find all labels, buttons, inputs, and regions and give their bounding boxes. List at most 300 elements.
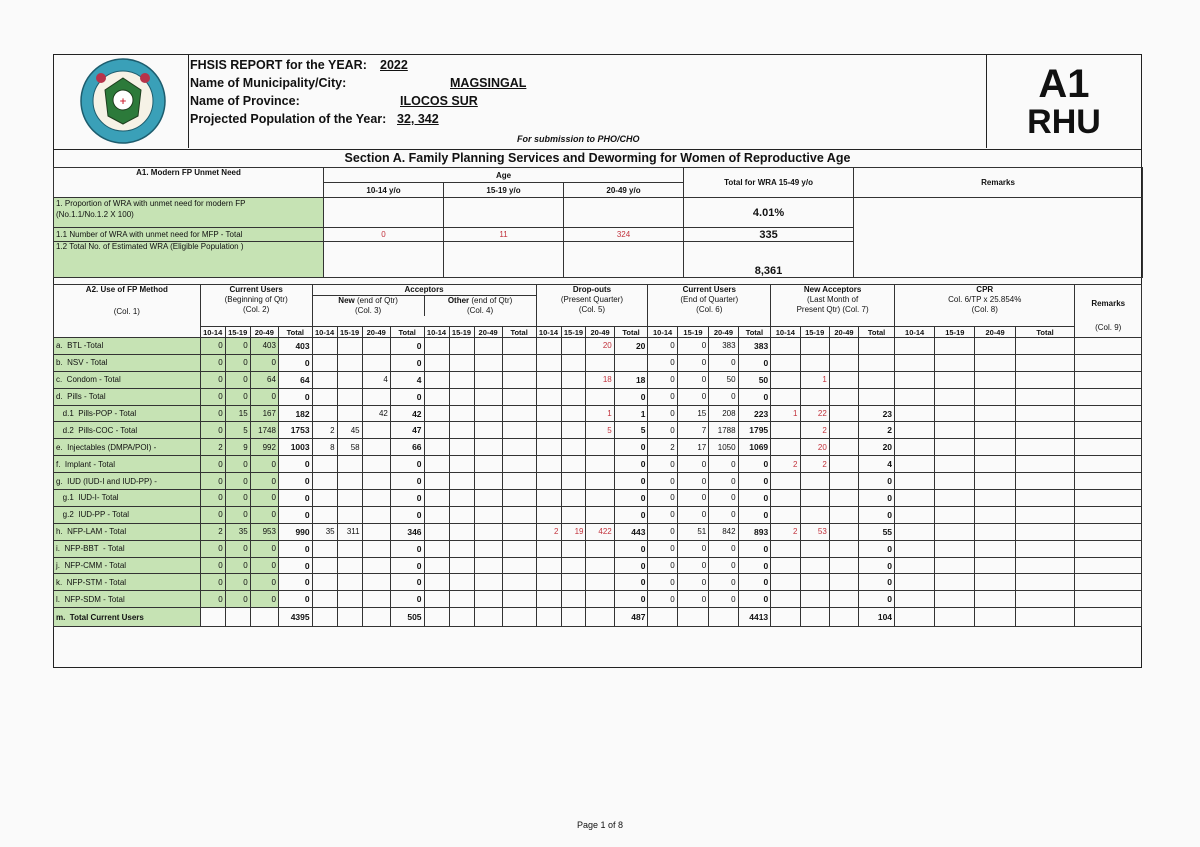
fp-cell-nw xyxy=(337,473,362,490)
fp-method-table xyxy=(53,284,1142,627)
fp-cell-na xyxy=(800,608,829,627)
unmet-row-label: 1.1 Number of WRA with unmet need for MFP - Total xyxy=(54,228,324,242)
fp-cell-ce: 0 xyxy=(709,557,738,574)
fp-cell-na xyxy=(829,422,858,439)
report-header xyxy=(53,54,1142,150)
fp-cell-dr: 0 xyxy=(614,439,648,456)
fp-cell-cpr xyxy=(895,490,935,507)
fp-cell-ot xyxy=(502,439,536,456)
fp-cell-nw: 0 xyxy=(390,591,424,608)
fp-cell-dr xyxy=(536,371,561,388)
fp-cell-dr xyxy=(561,354,586,371)
fp-cell-na xyxy=(829,405,858,422)
fp-cell-na xyxy=(829,473,858,490)
fp-cell-cpr xyxy=(1015,371,1075,388)
age-subheader: 10-14 xyxy=(771,327,800,338)
fp-cell-ce: 0 xyxy=(677,371,709,388)
unmet-cell: 11 xyxy=(444,228,564,242)
age-subheader: Total xyxy=(390,327,424,338)
fp-cell-na: 0 xyxy=(859,557,895,574)
fp-cell-cu: 0 xyxy=(200,388,225,405)
fp-cell-cpr xyxy=(935,338,975,355)
fp-cell-na xyxy=(800,557,829,574)
fp-cell-cpr xyxy=(895,456,935,473)
fp-cell-cu: 0 xyxy=(278,473,312,490)
fp-cell-dr xyxy=(561,473,586,490)
form-unit: RHU xyxy=(1027,103,1101,141)
age-subheader: Total xyxy=(1015,327,1075,338)
fp-cell-ce: 0 xyxy=(677,490,709,507)
fp-cell-cpr xyxy=(1015,540,1075,557)
col8-label: (Col. 8) xyxy=(971,305,998,314)
fp-cell-ot xyxy=(474,439,502,456)
fp-cell-na: 53 xyxy=(800,523,829,540)
age-subheader: 15-19 xyxy=(800,327,829,338)
fp-cell-na xyxy=(771,338,800,355)
fp-cell-nw: 66 xyxy=(390,439,424,456)
fp-cell-dr xyxy=(561,506,586,523)
fp-cell-ot xyxy=(449,439,474,456)
fp-cell-nw xyxy=(362,439,390,456)
fp-cell-cu: 0 xyxy=(200,354,225,371)
age-col-10-14: 10-14 y/o xyxy=(324,183,444,198)
col4-label: (Col. 4) xyxy=(466,306,494,315)
fp-cell-cu xyxy=(200,608,225,627)
fp-cell-ot xyxy=(449,388,474,405)
fp-cell-cu: 0 xyxy=(225,473,250,490)
fp-cell-nw xyxy=(362,422,390,439)
fp-cell-cpr xyxy=(975,456,1015,473)
fp-cell-cu: 0 xyxy=(250,506,278,523)
fp-cell-na xyxy=(771,608,800,627)
fp-row-label: g.1 IUD-I- Total xyxy=(54,490,201,507)
page-footer: Page 1 of 8 xyxy=(576,820,624,830)
fp-cell-dr xyxy=(536,338,561,355)
fp-cell-cu: 0 xyxy=(200,456,225,473)
unmet-need-table xyxy=(53,167,1143,278)
fp-cell-cu: 0 xyxy=(250,574,278,591)
fp-cell-dr: 0 xyxy=(614,506,648,523)
fp-cell-nw xyxy=(312,473,337,490)
fp-cell-ot xyxy=(502,523,536,540)
fp-cell-cpr xyxy=(975,540,1015,557)
fp-cell-cu: 0 xyxy=(225,371,250,388)
new-acceptors-header xyxy=(313,296,425,316)
age-subheader: Total xyxy=(278,327,312,338)
fp-cell-na: 20 xyxy=(800,439,829,456)
fp-row-label: l. NFP-SDM - Total xyxy=(54,591,201,608)
fp-cell-cpr xyxy=(935,608,975,627)
fp-cell-nw xyxy=(362,523,390,540)
fp-cell-ce: 383 xyxy=(709,338,738,355)
fp-cell-ce: 0 xyxy=(677,338,709,355)
fp-cell-ot xyxy=(424,523,449,540)
fp-cell-na xyxy=(800,540,829,557)
fp-cell-nw xyxy=(337,371,362,388)
fp-cell-dr xyxy=(586,591,614,608)
fp-row-label: c. Condom - Total xyxy=(54,371,201,388)
fp-cell-ot xyxy=(502,473,536,490)
fp-cell-cu xyxy=(250,608,278,627)
fp-cell-na: 104 xyxy=(859,608,895,627)
fp-cell-na: 2 xyxy=(771,523,800,540)
fp-cell-na: 0 xyxy=(859,591,895,608)
dropouts-header xyxy=(536,285,648,327)
fp-cell-ce: 0 xyxy=(677,540,709,557)
fp-cell-dr xyxy=(561,540,586,557)
fp-cell-cpr xyxy=(935,456,975,473)
fp-cell-na xyxy=(771,371,800,388)
other-acceptors-header xyxy=(425,296,536,316)
fp-cell-ot xyxy=(474,354,502,371)
fp-cell-dr xyxy=(561,574,586,591)
fp-cell-dr: 0 xyxy=(614,456,648,473)
fp-cell-ot xyxy=(449,490,474,507)
fp-cell-cpr xyxy=(1015,354,1075,371)
fp-cell-cu: 0 xyxy=(225,591,250,608)
fp-cell-cpr xyxy=(1015,506,1075,523)
fp-cell-na: 22 xyxy=(800,405,829,422)
fp-cell-ce: 0 xyxy=(648,574,677,591)
fp-cell-na: 1 xyxy=(771,405,800,422)
fp-cell-ot xyxy=(424,405,449,422)
current-users-title: Current Users xyxy=(229,285,283,294)
fp-cell-ce: 7 xyxy=(677,422,709,439)
fp-cell-ot xyxy=(502,506,536,523)
fp-cell-cu: 0 xyxy=(225,354,250,371)
fp-cell-na xyxy=(800,338,829,355)
fp-cell-cu: 0 xyxy=(200,557,225,574)
fp-row xyxy=(54,574,1142,591)
fp-cell-ce: 0 xyxy=(738,473,771,490)
fp-cell-nw xyxy=(337,574,362,591)
form-code: A1 xyxy=(1038,62,1090,106)
fp-cell-ce: 1788 xyxy=(709,422,738,439)
fp-cell-ot xyxy=(449,523,474,540)
fp-cell-na xyxy=(800,574,829,591)
fp-cell-nw: 47 xyxy=(390,422,424,439)
fp-row-label: b. NSV - Total xyxy=(54,354,201,371)
fp-cell-cu: 0 xyxy=(225,388,250,405)
fp-cell-dr xyxy=(586,557,614,574)
fp-cell-na xyxy=(829,557,858,574)
fp-cell-nw xyxy=(337,506,362,523)
fp-cell-nw xyxy=(362,540,390,557)
age-col-20-49: 20-49 y/o xyxy=(564,183,684,198)
fp-cell-dr xyxy=(561,439,586,456)
fp-cell-remarks xyxy=(1075,574,1142,591)
fp-cell-dr: 0 xyxy=(614,540,648,557)
fp-cell-nw xyxy=(337,608,362,627)
fp-cell-ce: 0 xyxy=(677,506,709,523)
fp-cell-na xyxy=(771,388,800,405)
fp-cell-dr: 20 xyxy=(614,338,648,355)
age-subheader: 20-49 xyxy=(362,327,390,338)
fp-cell-ce: 0 xyxy=(677,557,709,574)
age-header: Age xyxy=(324,168,684,183)
fp-cell-ot xyxy=(474,557,502,574)
age-subheader: Total xyxy=(502,327,536,338)
age-subheader: 20-49 xyxy=(586,327,614,338)
fp-cell-na: 20 xyxy=(859,439,895,456)
fp-cell-dr xyxy=(586,540,614,557)
unmet-cell xyxy=(324,198,444,228)
fp-cell-ot xyxy=(502,422,536,439)
fp-row-label: a. BTL -Total xyxy=(54,338,201,355)
fp-cell-cpr xyxy=(895,354,935,371)
fp-cell-ce xyxy=(677,608,709,627)
fp-cell-na xyxy=(829,540,858,557)
fp-cell-ce: 0 xyxy=(648,591,677,608)
age-col-15-19: 15-19 y/o xyxy=(444,183,564,198)
fp-cell-ot xyxy=(449,540,474,557)
fp-cell-cu: 0 xyxy=(200,371,225,388)
fp-cell-ce: 0 xyxy=(648,506,677,523)
fp-cell-na xyxy=(829,456,858,473)
fp-cell-ce: 842 xyxy=(709,523,738,540)
fp-cell-nw xyxy=(337,456,362,473)
fp-cell-ce xyxy=(648,608,677,627)
fp-cell-ce: 0 xyxy=(738,490,771,507)
fp-cell-cpr xyxy=(1015,388,1075,405)
other-sub: (end of Qtr) xyxy=(471,296,513,305)
fp-cell-remarks xyxy=(1075,405,1142,422)
fp-cell-dr xyxy=(561,338,586,355)
fp-cell-ce: 0 xyxy=(648,523,677,540)
fp-cell-cpr xyxy=(935,439,975,456)
fp-cell-ce: 0 xyxy=(738,354,771,371)
current-users-end-sub: (End of Quarter) xyxy=(680,295,739,304)
fp-cell-na xyxy=(829,608,858,627)
fp-cell-dr: 2 xyxy=(536,523,561,540)
fp-cell-dr xyxy=(561,405,586,422)
fp-cell-na xyxy=(771,422,800,439)
fp-cell-cpr xyxy=(975,608,1015,627)
fp-cell-na xyxy=(829,506,858,523)
fp-row xyxy=(54,608,1142,627)
province-label: Name of Province: xyxy=(190,94,300,108)
fp-cell-cu: 0 xyxy=(250,473,278,490)
fp-cell-remarks xyxy=(1075,506,1142,523)
fp-cell-cpr xyxy=(1015,523,1075,540)
fp-cell-nw xyxy=(337,557,362,574)
fp-cell-nw xyxy=(312,354,337,371)
age-subheader: Total xyxy=(738,327,771,338)
age-subheader: 20-49 xyxy=(709,327,738,338)
fp-cell-cpr xyxy=(1015,557,1075,574)
acceptors-title: Acceptors xyxy=(313,285,536,296)
fp-cell-ot xyxy=(502,371,536,388)
fp-cell-na: 0 xyxy=(859,540,895,557)
fp-cell-ce: 0 xyxy=(709,490,738,507)
fp-cell-dr: 0 xyxy=(614,473,648,490)
fp-cell-ot xyxy=(449,422,474,439)
fp-cell-na xyxy=(771,354,800,371)
fp-cell-ce: 0 xyxy=(677,574,709,591)
age-subheader: 15-19 xyxy=(561,327,586,338)
fp-cell-cu: 0 xyxy=(278,388,312,405)
fp-cell-ce: 0 xyxy=(709,591,738,608)
fp-cell-na xyxy=(859,338,895,355)
fp-cell-dr xyxy=(586,574,614,591)
fp-cell-remarks xyxy=(1075,439,1142,456)
unmet-cell xyxy=(444,242,564,278)
svg-text:+: + xyxy=(119,97,127,107)
fp-cell-cpr xyxy=(1015,456,1075,473)
fp-cell-ce: 0 xyxy=(677,388,709,405)
fp-cell-cu: 403 xyxy=(278,338,312,355)
fp-cell-ot xyxy=(502,388,536,405)
unmet-number-total: 335 xyxy=(684,228,854,242)
fp-cell-remarks xyxy=(1075,540,1142,557)
fp-cell-cu: 0 xyxy=(278,354,312,371)
fp-cell-nw xyxy=(312,557,337,574)
fp-cell-nw: 2 xyxy=(312,422,337,439)
fp-cell-cu: 0 xyxy=(200,574,225,591)
fp-cell-ot xyxy=(424,388,449,405)
fp-cell-cpr xyxy=(935,422,975,439)
fp-cell-cu: 0 xyxy=(250,354,278,371)
fp-cell-nw: 0 xyxy=(390,506,424,523)
fp-row xyxy=(54,338,1142,355)
fp-cell-nw xyxy=(337,354,362,371)
fp-cell-na: 55 xyxy=(859,523,895,540)
fp-method-title: A2. Use of FP Method xyxy=(85,285,168,294)
fp-cell-cu: 2 xyxy=(200,523,225,540)
unmet-remarks-cell xyxy=(854,198,1143,278)
fp-cell-ce: 0 xyxy=(709,473,738,490)
fp-cell-cu: 15 xyxy=(225,405,250,422)
fp-row xyxy=(54,557,1142,574)
fp-cell-remarks xyxy=(1075,388,1142,405)
fp-cell-ot xyxy=(449,371,474,388)
fp-cell-ce: 0 xyxy=(709,388,738,405)
fp-cell-ce: 1069 xyxy=(738,439,771,456)
fp-cell-dr xyxy=(536,591,561,608)
fp-cell-cpr xyxy=(935,506,975,523)
age-subheader: 15-19 xyxy=(225,327,250,338)
fp-cell-ot xyxy=(474,540,502,557)
fp-cell-cu: 0 xyxy=(250,540,278,557)
fp-cell-nw xyxy=(362,354,390,371)
fp-cell-nw: 311 xyxy=(337,523,362,540)
fp-cell-cpr xyxy=(935,490,975,507)
fp-cell-nw: 0 xyxy=(390,557,424,574)
fp-cell-ce: 208 xyxy=(709,405,738,422)
fp-cell-dr xyxy=(561,591,586,608)
fp-cell-ce: 51 xyxy=(677,523,709,540)
fp-cell-cpr xyxy=(935,405,975,422)
fp-cell-dr: 0 xyxy=(614,591,648,608)
fp-cell-ce: 383 xyxy=(738,338,771,355)
fp-cell-cpr xyxy=(935,371,975,388)
fp-cell-cpr xyxy=(975,439,1015,456)
fp-cell-ce: 1795 xyxy=(738,422,771,439)
fp-cell-nw: 346 xyxy=(390,523,424,540)
fp-cell-ot xyxy=(424,540,449,557)
fp-cell-ot xyxy=(424,371,449,388)
fp-cell-remarks xyxy=(1075,371,1142,388)
fp-cell-dr xyxy=(586,490,614,507)
age-subheader: 10-14 xyxy=(312,327,337,338)
age-subheader: 20-49 xyxy=(829,327,858,338)
dropouts-sub: (Present Quarter) xyxy=(560,295,624,304)
fp-cell-ot xyxy=(502,354,536,371)
fp-cell-ot xyxy=(502,490,536,507)
report-year-label: FHSIS REPORT for the YEAR: xyxy=(190,58,367,72)
fp-cell-ce: 0 xyxy=(648,490,677,507)
age-subheader: 20-49 xyxy=(250,327,278,338)
fp-cell-cpr xyxy=(975,506,1015,523)
fp-cell-dr: 0 xyxy=(614,388,648,405)
unmet-cell xyxy=(564,242,684,278)
fp-cell-ot xyxy=(449,608,474,627)
fp-cell-cpr xyxy=(1015,608,1075,627)
fp-cell-cu: 64 xyxy=(250,371,278,388)
fp-cell-cu: 992 xyxy=(250,439,278,456)
fp-cell-cu: 0 xyxy=(200,490,225,507)
fp-cell-ot xyxy=(449,354,474,371)
fp-cell-na: 23 xyxy=(859,405,895,422)
age-subheader: Total xyxy=(614,327,648,338)
fp-cell-ce: 0 xyxy=(648,338,677,355)
fp-cell-na xyxy=(771,490,800,507)
fp-cell-cu: 0 xyxy=(200,422,225,439)
fp-cell-na: 2 xyxy=(771,456,800,473)
fp-row-label: e. Injectables (DMPA/POI) - xyxy=(54,439,201,456)
new-acceptors-header xyxy=(771,285,895,327)
fp-cell-cpr xyxy=(1015,574,1075,591)
fp-cell-cu: 5 xyxy=(225,422,250,439)
fp-cell-nw: 42 xyxy=(390,405,424,422)
fp-cell-cu: 35 xyxy=(225,523,250,540)
fp-cell-na xyxy=(800,388,829,405)
fp-cell-remarks xyxy=(1075,422,1142,439)
fp-cell-ot xyxy=(449,456,474,473)
fp-cell-nw: 0 xyxy=(390,354,424,371)
fp-cell-ot xyxy=(424,506,449,523)
fp-row xyxy=(54,439,1142,456)
age-subheader: 15-19 xyxy=(935,327,975,338)
current-users-end-title: Current Users xyxy=(682,285,736,294)
fp-cell-dr xyxy=(561,388,586,405)
fp-row-label: d.2 Pills-COC - Total xyxy=(54,422,201,439)
fp-cell-ot xyxy=(474,608,502,627)
unmet-cell: 324 xyxy=(564,228,684,242)
fp-row xyxy=(54,422,1142,439)
fp-cell-remarks xyxy=(1075,523,1142,540)
fp-cell-dr xyxy=(586,354,614,371)
form-code-box xyxy=(986,54,1141,148)
fp-cell-ot xyxy=(449,405,474,422)
age-subheader: 15-19 xyxy=(677,327,709,338)
fp-cell-na xyxy=(829,591,858,608)
new-acceptors-sub1: (Last Month of xyxy=(807,295,859,304)
fp-cell-na xyxy=(829,490,858,507)
fp-cell-cpr xyxy=(1015,473,1075,490)
cpr-sub: Col. 6/TP x 25.854% xyxy=(948,295,1022,304)
fp-cell-nw xyxy=(337,540,362,557)
fp-cell-na xyxy=(800,473,829,490)
fp-cell-cpr xyxy=(935,557,975,574)
fp-cell-cu: 9 xyxy=(225,439,250,456)
fp-cell-cpr xyxy=(895,473,935,490)
col2-label: (Col. 2) xyxy=(243,305,270,314)
fp-cell-ce: 0 xyxy=(648,456,677,473)
fp-cell-na xyxy=(800,591,829,608)
fp-cell-ot xyxy=(424,490,449,507)
fp-cell-dr xyxy=(536,490,561,507)
